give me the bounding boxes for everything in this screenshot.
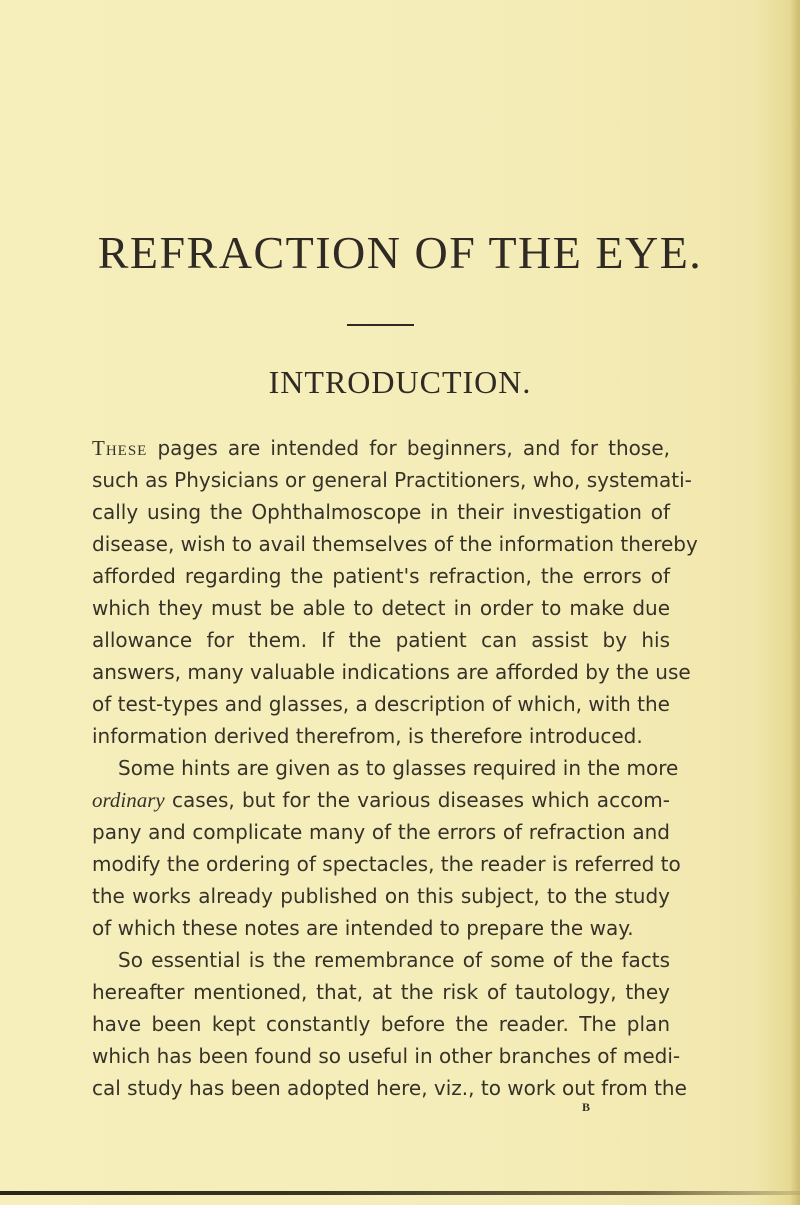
title-divider — [347, 324, 414, 326]
page-edge-shadow — [790, 0, 800, 1205]
text-line: cally using the Ophthalmoscope in their investigation of — [92, 500, 670, 524]
text-line: which they must be able to detect in order to make due — [92, 596, 670, 620]
text-line: disease, wish to avail themselves of the information thereby — [92, 532, 698, 556]
lead-word: These — [92, 436, 148, 460]
text-line: of test-types and glasses, a description of which, with the — [92, 692, 670, 716]
text-line: of which these notes are intended to prepare the way. — [92, 916, 634, 940]
text-span: pages are intended for beginners, and for those, — [157, 436, 670, 460]
text-line: hereafter mentioned, that, at the risk of tautology, they — [92, 980, 670, 1004]
text-line — [92, 784, 670, 816]
text-line: allowance for them. If the patient can assist by his — [92, 628, 670, 652]
text-line: cal study has been adopted here, viz., to work out from the — [92, 1076, 687, 1100]
section-heading: INTRODUCTION. — [268, 364, 532, 400]
text-line: which has been found so useful in other branches of medi- — [92, 1044, 681, 1068]
bottom-edge-line — [0, 1191, 800, 1195]
text-line: So essential is the remembrance of some of the facts — [118, 948, 670, 972]
italic-word: ordinary — [92, 788, 165, 812]
text-line: pany and complicate many of the errors of refraction and — [92, 820, 670, 844]
text-line: afforded regarding the patient's refraction, the errors of — [92, 564, 670, 588]
text-line: Some hints are given as to glasses required in the more — [118, 756, 679, 780]
text-line: such as Physicians or general Practitioners, who, systemati- — [92, 468, 692, 492]
text-line: information derived therefrom, is therefore introduced. — [92, 724, 643, 748]
page-title: REFRACTION OF THE EYE. — [97, 227, 703, 278]
text-span: cases, but for the various diseases which accom- — [171, 788, 670, 812]
signature-mark: B — [582, 1100, 591, 1114]
text-line: modify the ordering of spectacles, the reader is referred to — [92, 852, 681, 876]
text-line: answers, many valuable indications are afforded by the use — [92, 660, 691, 684]
text-line: the works already published on this subject, to the study — [92, 884, 670, 908]
text-line — [92, 432, 670, 464]
text-line: have been kept constantly before the reader. The plan — [92, 1012, 670, 1036]
